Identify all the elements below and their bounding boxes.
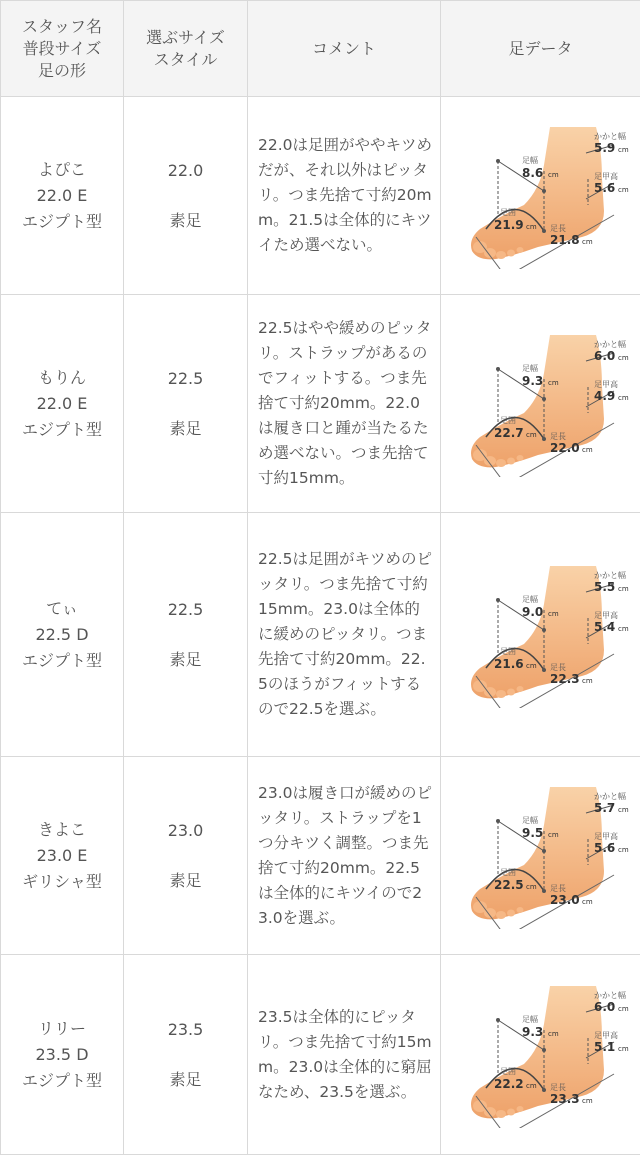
instep-label: 足甲高 (594, 171, 618, 181)
foot-width-unit: cm (548, 379, 559, 387)
chosen-size: 23.5 (124, 1017, 247, 1043)
chosen-size: 22.0 (124, 158, 247, 184)
foot-shape: エジプト型 (1, 209, 123, 235)
foot-shape: エジプト型 (1, 417, 123, 443)
chosen-size: 23.0 (124, 818, 247, 844)
table-row (1, 955, 640, 1155)
usual-size: 22.0 E (1, 391, 123, 417)
size-cell (124, 955, 248, 1155)
instep-unit: cm (618, 394, 629, 402)
instep-unit: cm (618, 625, 629, 633)
instep-value: 5.4 (594, 620, 615, 634)
length-label: 足長 (550, 224, 566, 233)
girth-unit: cm (526, 1082, 537, 1090)
length-label: 足長 (550, 663, 566, 672)
foot-data-cell (441, 955, 640, 1155)
foot-width-label: 足幅 (522, 594, 538, 604)
header-staff: スタッフ名 普段サイズ 足の形 (1, 1, 124, 97)
foot-diagram (446, 327, 636, 477)
girth-unit: cm (526, 223, 537, 231)
table-row (1, 97, 640, 295)
style: 素足 (124, 647, 247, 673)
foot-data-cell (441, 295, 640, 513)
girth-unit: cm (526, 431, 537, 439)
instep-value: 5.6 (594, 181, 615, 195)
girth-unit: cm (526, 883, 537, 891)
size-cell (124, 295, 248, 513)
length-unit: cm (582, 898, 593, 906)
foot-shape: エジプト型 (1, 1068, 123, 1094)
heel-width-label: かかと幅 (594, 131, 626, 141)
table-row (1, 295, 640, 513)
size-cell (124, 757, 248, 955)
heel-width-value: 6.0 (594, 349, 615, 363)
size-cell (124, 513, 248, 757)
instep-value: 5.1 (594, 1040, 615, 1054)
girth-value: 21.6 (494, 657, 524, 671)
heel-width-label: かかと幅 (594, 339, 626, 349)
comment: 22.0は足囲がややキツめだが、それ以外はピッタリ。つま先捨て寸約20mm。21.5は全体的にキツイため選べない。 (248, 97, 441, 295)
usual-size: 23.5 D (1, 1042, 123, 1068)
instep-value: 5.6 (594, 841, 615, 855)
comment: 23.5は全体的にピッタリ。つま先捨て寸約15mm。23.0は全体的に窮屈なため、23.5を選ぶ。 (248, 955, 441, 1155)
foot-width-unit: cm (548, 171, 559, 179)
instep-value: 4.9 (594, 389, 615, 403)
instep-label: 足甲高 (594, 831, 618, 841)
girth-unit: cm (526, 662, 537, 670)
foot-width-value: 9.3 (522, 1025, 543, 1039)
foot-data-cell (441, 513, 640, 757)
foot-width-value: 9.5 (522, 826, 543, 840)
length-value: 22.0 (550, 441, 580, 455)
foot-width-label: 足幅 (522, 155, 538, 165)
girth-value: 22.5 (494, 878, 524, 892)
length-label: 足長 (550, 884, 566, 893)
staff-name: てぃ (1, 596, 123, 622)
usual-size: 22.0 E (1, 183, 123, 209)
header-foot-data: 足データ (441, 1, 640, 97)
usual-size: 23.0 E (1, 843, 123, 869)
length-unit: cm (582, 1097, 593, 1105)
instep-label: 足甲高 (594, 610, 618, 620)
heel-width-unit: cm (618, 146, 629, 154)
style: 素足 (124, 1067, 247, 1093)
comment: 23.0は履き口が緩めのピッタリ。ストラップを1つ分キツく調整。つま先捨て寸約20mm。22.5は全体的にキツイので23.0を選ぶ。 (248, 757, 441, 955)
instep-unit: cm (618, 186, 629, 194)
length-label: 足長 (550, 432, 566, 441)
girth-label: 足囲 (500, 208, 516, 217)
girth-label: 足囲 (500, 416, 516, 425)
style: 素足 (124, 208, 247, 234)
table-row (1, 513, 640, 757)
girth-label: 足囲 (500, 1067, 516, 1076)
foot-shape: エジプト型 (1, 648, 123, 674)
staff-cell (1, 97, 124, 295)
foot-width-value: 9.3 (522, 374, 543, 388)
foot-data-cell (441, 97, 640, 295)
heel-width-unit: cm (618, 585, 629, 593)
foot-diagram (446, 978, 636, 1128)
foot-diagram (446, 119, 636, 269)
staff-cell (1, 295, 124, 513)
instep-unit: cm (618, 846, 629, 854)
foot-width-label: 足幅 (522, 815, 538, 825)
instep-label: 足甲高 (594, 1030, 618, 1040)
comment: 22.5はやや緩めのピッタリ。ストラップがあるのでフィットする。つま先捨て寸約20mm。22.0は履き口と踵が当たるため選べない。つま先捨て寸約15mm。 (248, 295, 441, 513)
length-unit: cm (582, 446, 593, 454)
foot-width-unit: cm (548, 831, 559, 839)
length-value: 21.8 (550, 233, 580, 247)
staff-name: リリー (1, 1016, 123, 1042)
table-row (1, 757, 640, 955)
heel-width-unit: cm (618, 354, 629, 362)
length-value: 23.3 (550, 1092, 580, 1106)
header-row (1, 1, 640, 97)
length-value: 23.0 (550, 893, 580, 907)
foot-data-cell (441, 757, 640, 955)
staff-cell (1, 513, 124, 757)
length-unit: cm (582, 677, 593, 685)
length-unit: cm (582, 238, 593, 246)
girth-value: 22.7 (494, 426, 524, 440)
heel-width-value: 5.9 (594, 141, 615, 155)
instep-label: 足甲高 (594, 379, 618, 389)
foot-width-unit: cm (548, 610, 559, 618)
foot-width-label: 足幅 (522, 363, 538, 373)
heel-width-label: かかと幅 (594, 791, 626, 801)
heel-width-label: かかと幅 (594, 990, 626, 1000)
chosen-size: 22.5 (124, 597, 247, 623)
heel-width-value: 5.5 (594, 580, 615, 594)
heel-width-unit: cm (618, 1005, 629, 1013)
style: 素足 (124, 416, 247, 442)
staff-cell (1, 955, 124, 1155)
staff-name: もりん (1, 365, 123, 391)
girth-value: 22.2 (494, 1077, 524, 1091)
foot-shape: ギリシャ型 (1, 869, 123, 895)
foot-width-unit: cm (548, 1030, 559, 1038)
foot-diagram (446, 558, 636, 708)
header-size: 選ぶサイズ スタイル (124, 1, 248, 97)
heel-width-value: 6.0 (594, 1000, 615, 1014)
length-value: 22.3 (550, 672, 580, 686)
usual-size: 22.5 D (1, 622, 123, 648)
foot-width-label: 足幅 (522, 1014, 538, 1024)
girth-label: 足囲 (500, 647, 516, 656)
staff-cell (1, 757, 124, 955)
staff-name: よぴこ (1, 157, 123, 183)
girth-value: 21.9 (494, 218, 524, 232)
foot-width-value: 9.0 (522, 605, 543, 619)
foot-width-value: 8.6 (522, 166, 543, 180)
chosen-size: 22.5 (124, 366, 247, 392)
heel-width-value: 5.7 (594, 801, 615, 815)
instep-unit: cm (618, 1045, 629, 1053)
length-label: 足長 (550, 1083, 566, 1092)
comment: 22.5は足囲がキツめのピッタリ。つま先捨て寸約15mm。23.0は全体的に緩めのピッタリ。つま先捨て寸約20mm。22.5のほうがフィットするので22.5を選ぶ。 (248, 513, 441, 757)
heel-width-label: かかと幅 (594, 570, 626, 580)
heel-width-unit: cm (618, 806, 629, 814)
staff-name: きよこ (1, 817, 123, 843)
girth-label: 足囲 (500, 868, 516, 877)
style: 素足 (124, 868, 247, 894)
header-comment: コメント (248, 1, 441, 97)
size-cell (124, 97, 248, 295)
foot-diagram (446, 779, 636, 929)
